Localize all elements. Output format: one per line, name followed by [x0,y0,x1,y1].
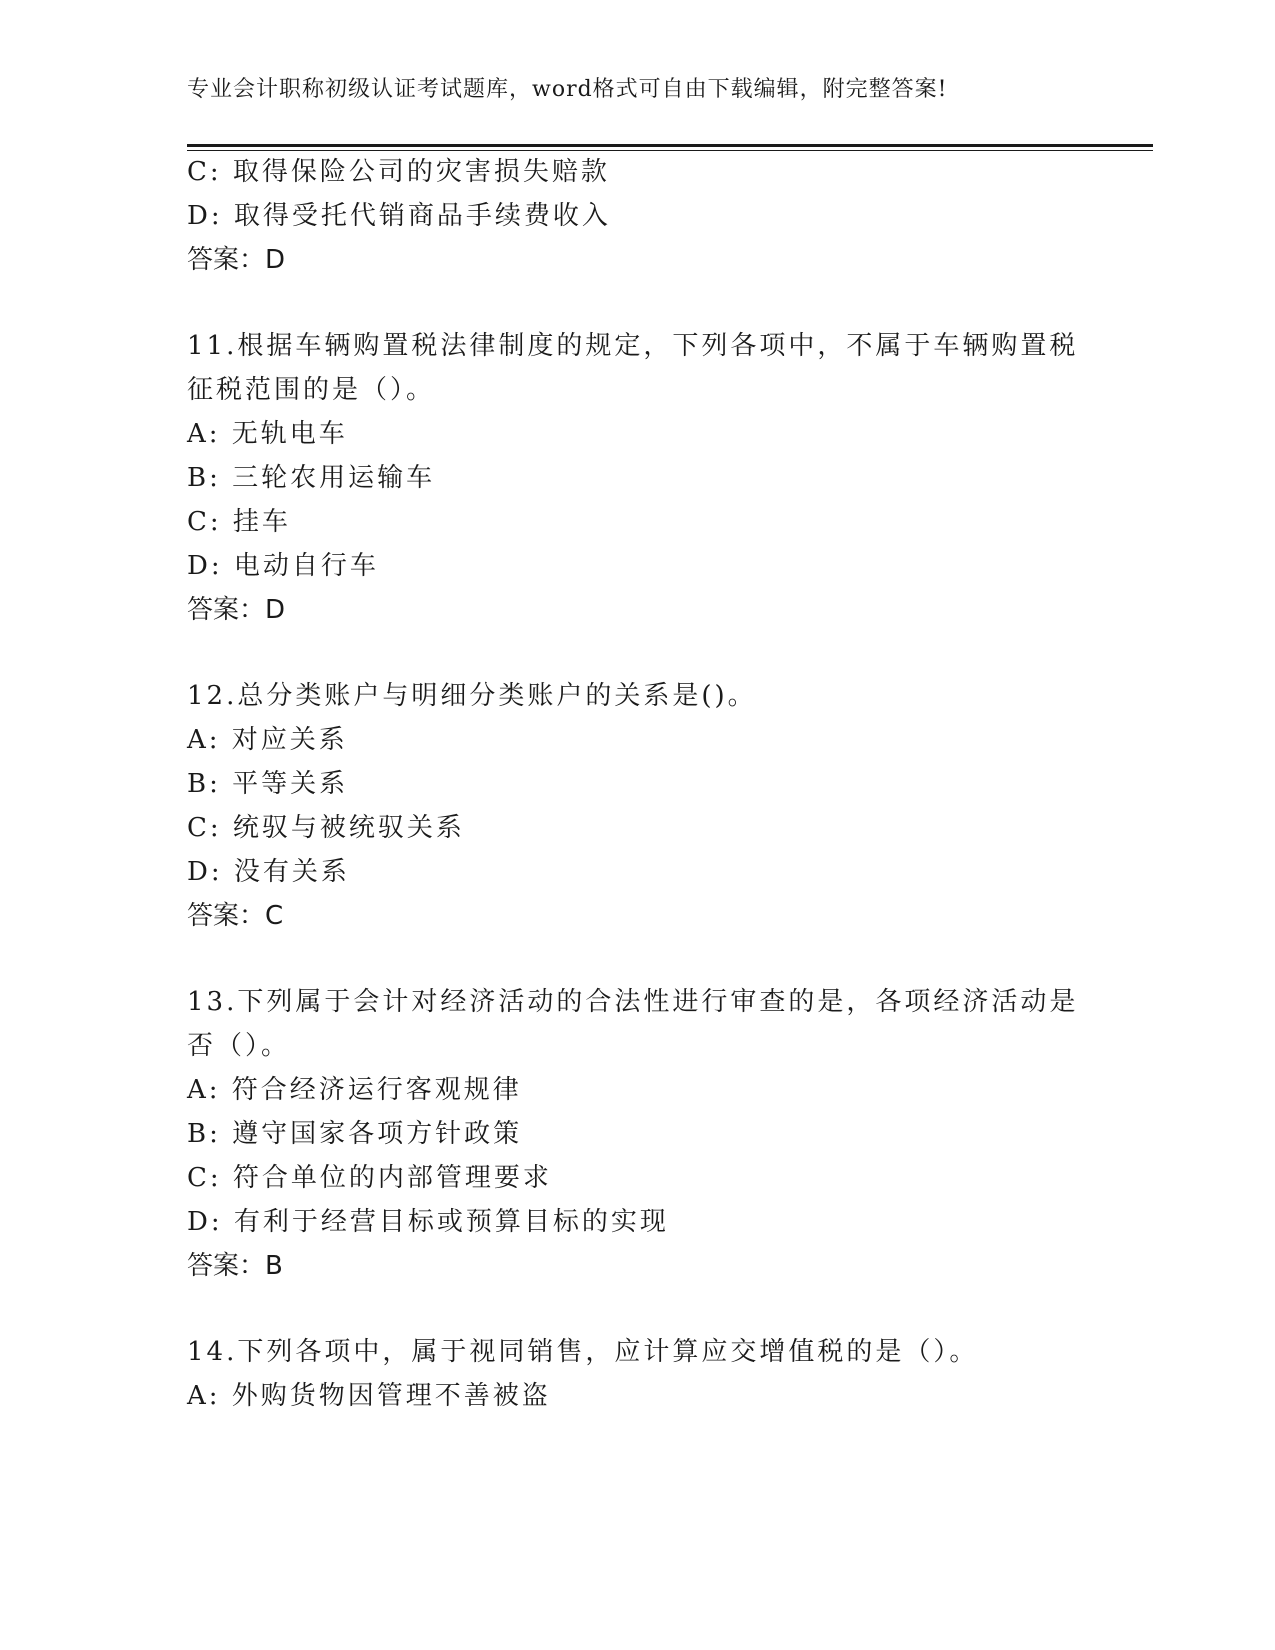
q11-answer: 答案：D [187,595,286,625]
q12-option-c: C: 统驭与被统驭关系 [187,813,465,843]
q11-option-d: D: 电动自行车 [187,551,379,581]
q11-option-a: A: 无轨电车 [187,419,348,449]
q10-answer: 答案：D [187,245,286,275]
q12-option-d: D: 没有关系 [187,857,350,887]
q13-option-c: C: 符合单位的内部管理要求 [187,1163,552,1193]
header-divider-thin [187,150,1153,151]
q11-option-b: B: 三轮农用运输车 [187,463,436,493]
header-divider-thick [187,144,1153,147]
document-header: 专业会计职称初级认证考试题库，word格式可自由下载编辑，附完整答案! [187,77,948,102]
q13-option-b: B: 遵守国家各项方针政策 [187,1119,523,1149]
q13-stem-line2: 否（）。 [187,1031,291,1061]
q14-option-a: A: 外购货物因管理不善被盗 [187,1381,551,1411]
q11-stem-line1: 11.根据车辆购置税法律制度的规定，下列各项中，不属于车辆购置税 [187,331,1079,361]
q13-option-d: D: 有利于经营目标或预算目标的实现 [187,1207,669,1237]
q12-option-b: B: 平等关系 [187,769,349,799]
q13-answer: 答案：B [187,1251,283,1281]
q10-option-d: D: 取得受托代销商品手续费收入 [187,201,611,231]
q13-option-a: A: 符合经济运行客观规律 [187,1075,522,1105]
q11-stem-line2: 征税范围的是（）。 [187,375,436,405]
q13-stem-line1: 13.下列属于会计对经济活动的合法性进行审查的是，各项经济活动是 [187,987,1079,1017]
q12-stem-line1: 12.总分类账户与明细分类账户的关系是()。 [187,681,757,711]
q11-option-c: C: 挂车 [187,507,291,537]
q14-stem-line1: 14.下列各项中，属于视同销售，应计算应交增值税的是（）。 [187,1337,979,1367]
q10-option-c: C: 取得保险公司的灾害损失赔款 [187,157,610,187]
q12-answer: 答案：C [187,901,284,931]
q12-option-a: A: 对应关系 [187,725,348,755]
